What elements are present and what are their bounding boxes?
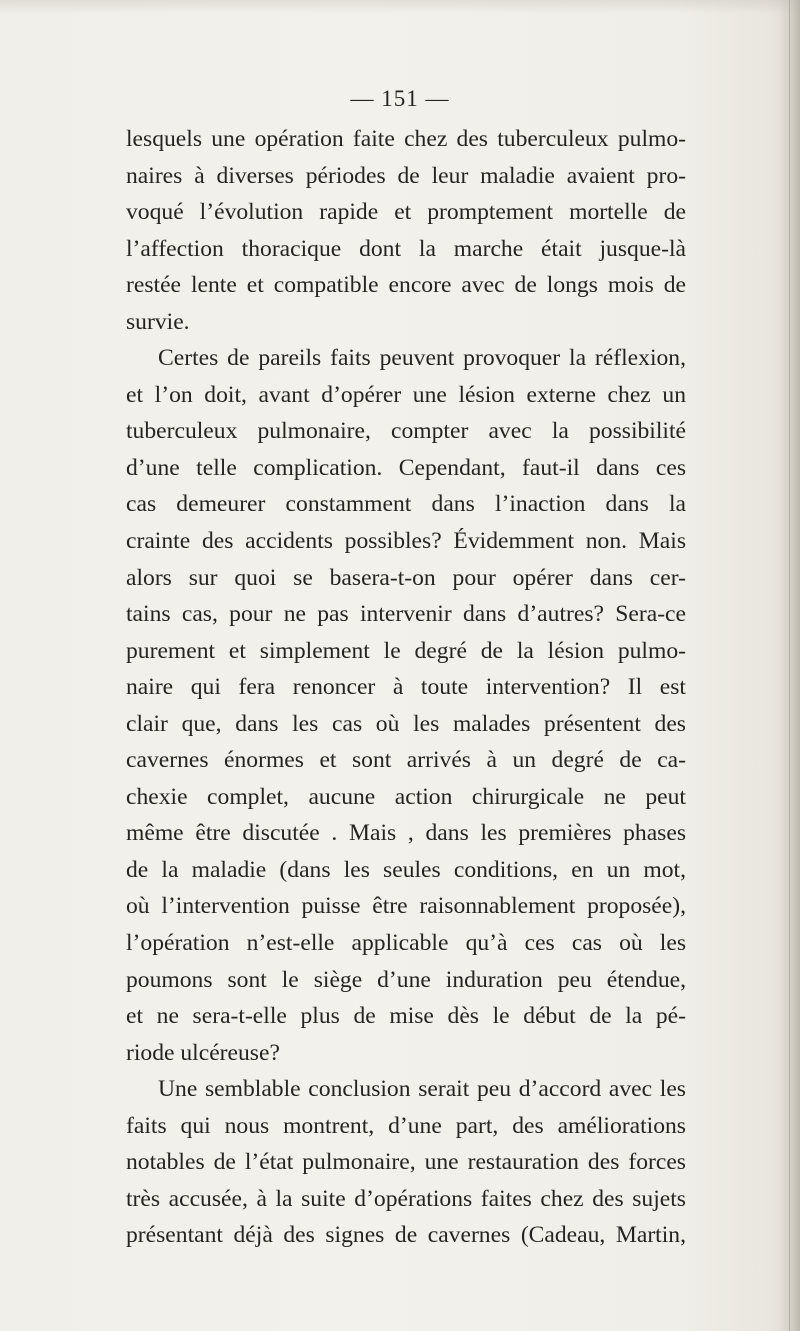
body-text — [126, 121, 686, 1254]
text-line: restée lente et compatible encore avec de longs mois de — [126, 272, 686, 299]
text-line: naire qui fera renoncer à toute intervention? Il est — [126, 674, 686, 701]
text-line: chexie complet, aucune action chirurgicale ne peut — [126, 783, 686, 810]
text-line: de la maladie (dans les seules conditions, en un mot, — [126, 856, 686, 883]
text-line: tuberculeux pulmonaire, compter avec la possibilité — [126, 418, 686, 445]
text-line: voqué l’évolution rapide et promptement mortelle de — [126, 199, 686, 226]
page-edge-line — [789, 0, 790, 1331]
text-line: Certes de pareils faits peuvent provoquer la réflexion, — [158, 345, 686, 372]
text-line: notables de l’état pulmonaire, une restauration des forces — [126, 1149, 686, 1176]
text-line: survie. — [126, 308, 190, 335]
text-line: crainte des accidents possibles? Évidemment non. Mais — [126, 528, 686, 555]
text-line: naires à diverses périodes de leur maladie avaient pro- — [126, 162, 686, 189]
text-line: alors sur quoi se basera-t-on pour opérer dans cer- — [126, 564, 686, 591]
text-line: riode ulcéreuse? — [126, 1039, 280, 1066]
text-line: cavernes énormes et sont arrivés à un degré de ca- — [126, 747, 686, 774]
text-line: et l’on doit, avant d’opérer une lésion externe chez un — [126, 381, 686, 408]
text-line: poumons sont le siège d’une induration peu étendue, — [126, 966, 686, 993]
text-line: clair que, dans les cas où les malades présentent des — [126, 710, 686, 737]
text-line: lesquels une opération faite chez des tuberculeux pulmo- — [126, 126, 686, 152]
text-line: tains cas, pour ne pas intervenir dans d’autres? Sera-ce — [126, 601, 686, 628]
text-line: présentant déjà des signes de cavernes (Cadeau, Martin, — [126, 1222, 686, 1249]
text-line: Une semblable conclusion serait peu d’accord avec les — [158, 1076, 686, 1103]
text-line: l’opération n’est-elle applicable qu’à ces cas où les — [126, 930, 686, 957]
page-top-shadow — [0, 0, 800, 14]
text-line: même être discutée . Mais , dans les premières phases — [126, 820, 686, 847]
text-line: l’affection thoracique dont la marche était jusque-là — [126, 235, 686, 262]
text-line: cas demeurer constamment dans l’inaction dans la — [126, 491, 686, 518]
text-line: purement et simplement le degré de la lésion pulmo- — [126, 637, 686, 664]
page-number: — 151 — — [350, 86, 450, 111]
text-line: d’une telle complication. Cependant, faut-il dans ces — [126, 454, 686, 481]
text-line: faits qui nous montrent, d’une part, des améliorations — [126, 1112, 686, 1139]
text-line: très accusée, à la suite d’opérations faites chez des sujets — [126, 1185, 686, 1212]
text-line: et ne sera-t-elle plus de mise dès le début de la pé- — [126, 1003, 686, 1030]
text-line: où l’intervention puisse être raisonnablement proposée), — [126, 893, 686, 920]
